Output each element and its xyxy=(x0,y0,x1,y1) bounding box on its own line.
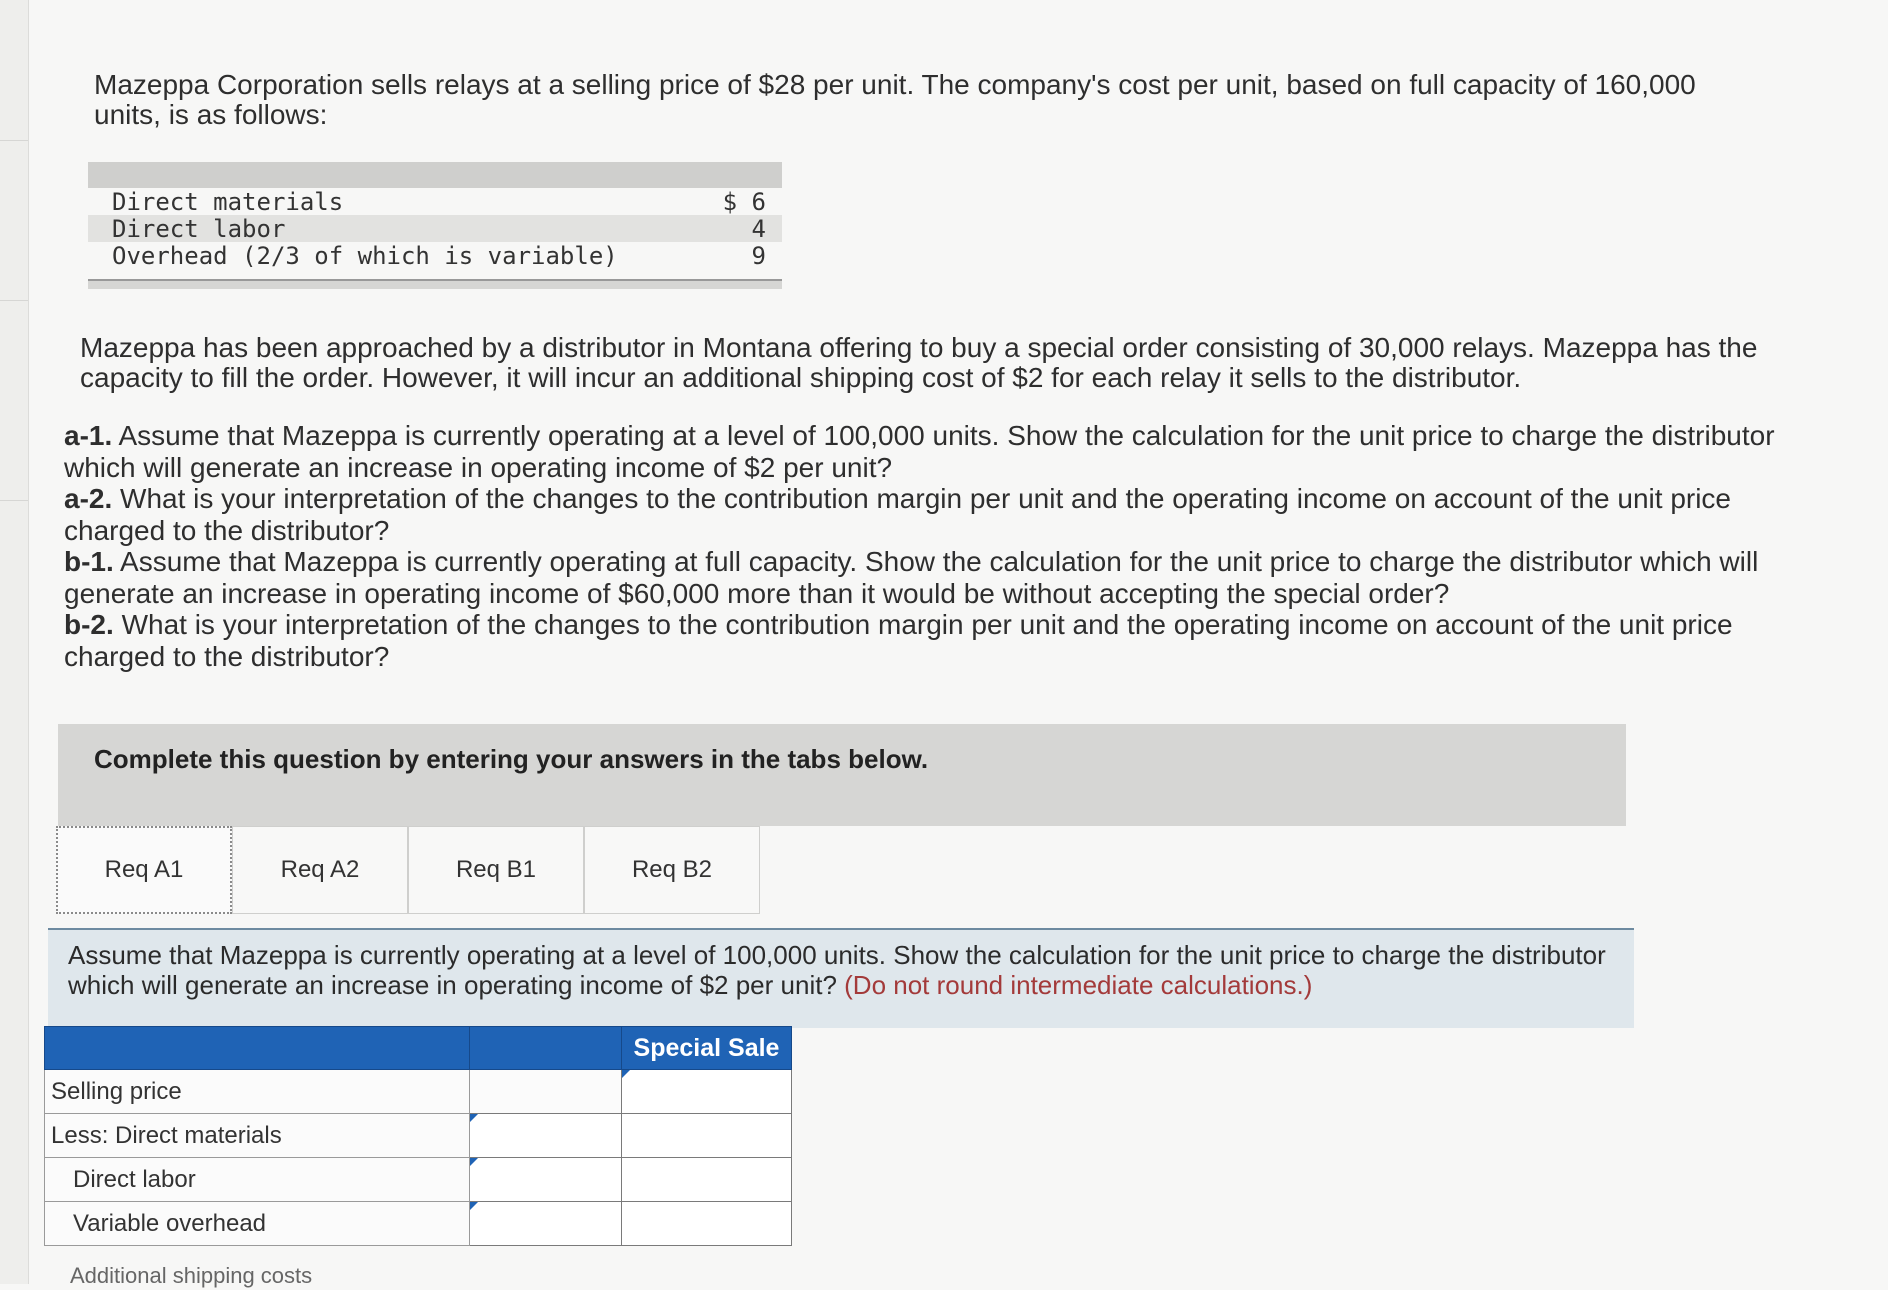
cost-row xyxy=(88,188,782,215)
cost-label: Direct labor xyxy=(112,214,286,243)
tab-req-b1[interactable]: Req B1 xyxy=(408,826,584,914)
cost-value: 9 xyxy=(751,241,766,270)
input-marker-icon xyxy=(470,1202,478,1210)
row-label: Direct labor xyxy=(44,1158,470,1202)
answer-table-header xyxy=(44,1026,792,1070)
direct-materials-label-cell xyxy=(470,1114,622,1158)
left-edge-segment xyxy=(0,140,28,301)
requirement-text: Assume that Mazeppa is currently operating at full capacity. Show the calculation for the unit price to charge the distributor which will generate an increase in operating income of $60,000 more than it would be without accepting the special order? xyxy=(64,546,1759,609)
variable-overhead-label-input[interactable] xyxy=(470,1202,621,1245)
left-edge-panel xyxy=(0,0,29,1284)
left-edge-segment xyxy=(0,300,28,501)
header-blank-cell xyxy=(470,1026,622,1070)
table-row xyxy=(44,1070,792,1114)
requirement-text: Assume that Mazeppa is currently operating at a level of 100,000 units. Show the calculation for the unit price to charge the distributor which will generate an increase in operating income of $2 per unit? xyxy=(64,420,1775,483)
direct-materials-value-input[interactable] xyxy=(622,1114,791,1157)
requirement-text: What is your interpretation of the changes to the contribution margin per unit and the operating income on account of the unit price charged to the distributor? xyxy=(64,609,1733,672)
requirement-label: a-1. xyxy=(64,420,113,451)
direct-materials-label-input[interactable] xyxy=(470,1114,621,1157)
table-row xyxy=(44,1202,792,1246)
input-marker-icon xyxy=(470,1158,478,1166)
requirement-item xyxy=(64,609,1784,672)
requirement-label: a-2. xyxy=(64,483,113,514)
requirement-label: b-1. xyxy=(64,546,114,577)
selling-price-input[interactable] xyxy=(622,1070,791,1113)
direct-labor-value-input[interactable] xyxy=(622,1158,791,1201)
problem-intro: Mazeppa Corporation sells relays at a selling price of $28 per unit. The company's cost per unit, based on full capacity of 160,000 units, is as follows: xyxy=(94,69,1696,130)
selling-price-cell xyxy=(622,1070,792,1114)
requirement-item xyxy=(64,420,1784,483)
special-sale-header: Special Sale xyxy=(622,1026,792,1070)
cost-row xyxy=(88,242,782,269)
table-row xyxy=(44,1114,792,1158)
cost-value: $ 6 xyxy=(722,187,766,216)
answer-table xyxy=(44,1026,792,1246)
variable-overhead-value-cell xyxy=(622,1202,792,1246)
variable-overhead-value-input[interactable] xyxy=(622,1202,791,1245)
tab-req-a1[interactable]: Req A1 xyxy=(56,826,232,914)
row-label: Variable overhead xyxy=(44,1202,470,1246)
cut-off-row-label: Additional shipping costs xyxy=(70,1263,313,1288)
requirement-label: b-2. xyxy=(64,609,114,640)
cost-table-header xyxy=(88,162,782,188)
row-label: Less: Direct materials xyxy=(44,1114,470,1158)
table-row xyxy=(44,1158,792,1202)
direct-materials-value-cell xyxy=(622,1114,792,1158)
tab-req-a2[interactable]: Req A2 xyxy=(232,826,408,914)
direct-labor-value-cell xyxy=(622,1158,792,1202)
cost-value: 4 xyxy=(751,214,766,243)
tab-req-b2[interactable]: Req B2 xyxy=(584,826,760,914)
instructions-banner: Complete this question by entering your answers in the tabs below. xyxy=(58,724,1626,826)
instruction-note: (Do not round intermediate calculations.) xyxy=(844,970,1313,1000)
variable-overhead-label-cell xyxy=(470,1202,622,1246)
cost-per-unit-table xyxy=(88,162,782,288)
tab-instruction xyxy=(48,928,1634,1028)
cost-table-footer xyxy=(88,279,782,289)
special-order-paragraph: Mazeppa has been approached by a distributor in Montana offering to buy a special order consisting of 30,000 relays. Mazeppa has the capacity to fill the order. However, it will incur an additional shipping cost of $2 for each relay it sells to the distributor. xyxy=(80,332,1758,393)
row-spacer-cell xyxy=(470,1070,622,1114)
input-marker-icon xyxy=(470,1114,478,1122)
requirements-list xyxy=(64,420,1784,672)
input-marker-icon xyxy=(622,1070,630,1078)
direct-labor-label-input[interactable] xyxy=(470,1158,621,1201)
requirement-text: What is your interpretation of the changes to the contribution margin per unit and the operating income on account of the unit price charged to the distributor? xyxy=(64,483,1732,546)
cost-label: Direct materials xyxy=(112,187,344,216)
row-label: Selling price xyxy=(44,1070,470,1114)
left-edge-segment xyxy=(0,0,28,141)
direct-labor-label-cell xyxy=(470,1158,622,1202)
instruction-text: Assume that Mazeppa is currently operating at a level of 100,000 units. Show the calculation for the unit price to charge the distributor which will generate an increase in operating income of $2 per unit? xyxy=(68,940,1606,1000)
requirement-item xyxy=(64,546,1784,609)
cost-label: Overhead (2/3 of which is variable) xyxy=(112,241,618,270)
requirement-item xyxy=(64,483,1784,546)
header-blank-cell xyxy=(44,1026,470,1070)
cost-row xyxy=(88,215,782,242)
